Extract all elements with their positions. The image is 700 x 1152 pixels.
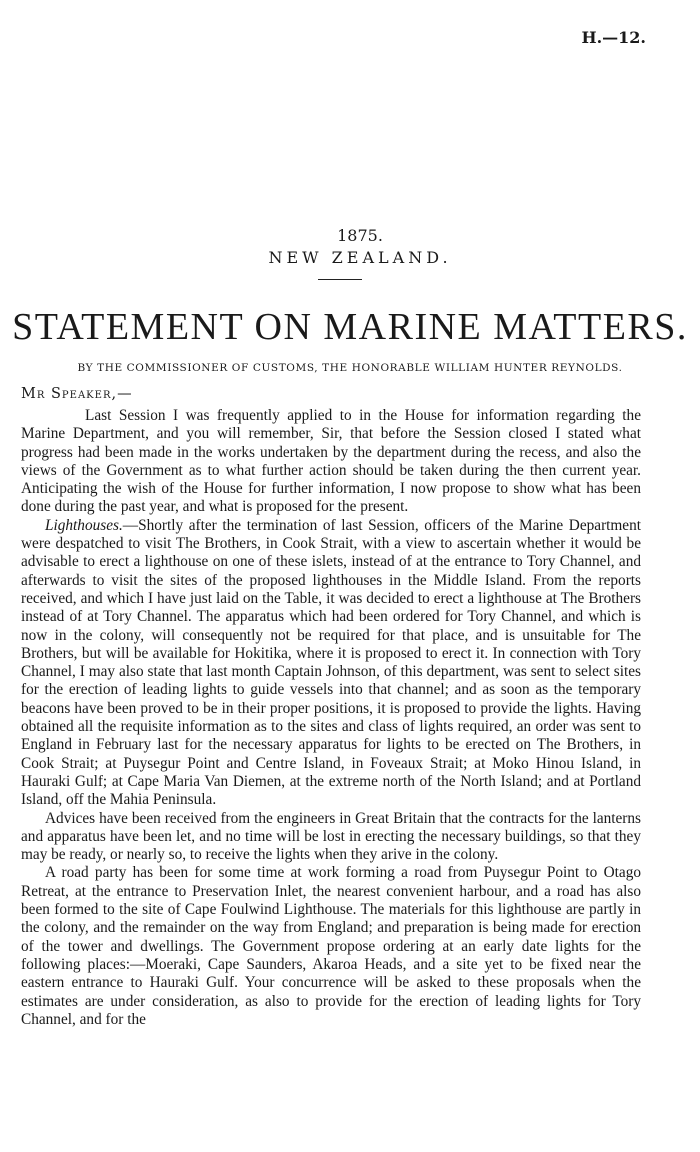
statement-body <box>21 407 641 1029</box>
paragraph-text: —Shortly after the termination of last Session, officers of the Marine Department were despatched to visit The Brothers, in Cook Strait, with a view to ascertain whether it would be advisable to erect a lighthouse on one of these islets, instead of at the entrance to Tory Channel, and afterwards to visit the sites of the proposed lighthouses in the Middle Island. From the reports received, and which I have just laid on the Table, it was decided to erect a lighthouse at The Brothers instead of at Tory Channel. The apparatus which had been ordered for Tory Channel, and which is now in the colony, will consequently not be required for that place, and is unsuitable for The Brothers, but will be available for Hokitika, where it is proposed to erect it. In connection with Tory Channel, I may also state that last month Captain Johnson, of this department, was sent to select sites for the erection of leading lights to guide vessels into that channel; and as soon as the temporary beacons have been proved to be in their proper positions, it is proposed to provide the lights. Having obtained all the requisite information as to the sites and class of lights required, an order was sent to England in February last for the necessary apparatus for lights to be erected on The Brothers, in Cook Strait; at Puysegur Point and Centre Island, in Foveaux Strait; at Moko Hinou Island, in Hauraki Gulf; at Cape Maria Van Diemen, at the extreme north of the North Island; and at Portland Island, off the Mahia Peninsula. <box>21 516 641 809</box>
country-heading: NEW ZEALAND. <box>268 248 452 267</box>
paragraph-text: Advices have been received from the engineers in Great Britain that the contracts for the lanterns and apparatus have been let, and no time will be lost in erecting the necessary buildings, so that they may be ready, or nearly so, to receive the lights when they arive in the colony. <box>21 809 641 864</box>
paragraph-lighthouses <box>21 517 641 810</box>
paragraph <box>21 407 641 517</box>
paragraph-text: A road party has been for some time at work forming a road from Puysegur Point to Otago Retreat, at the entrance to Preservation Inlet, the nearest convenient harbour, and a road has also been formed to the site of Cape Foulwind Lighthouse. The materials for this lighthouse are partly in the colony, and the remainder on the way from England; and preparation is being made for erection of the tower and dwellings. The Government propose ordering at an early date lights for the following places:—Moeraki, Cape Saunders, Akaroa Heads, and a site yet to be fixed near the eastern entrance to Hauraki Gulf. Your concurrence will be asked to these proposals when the estimates are under consideration, as also to provide for the erection of leading lights for Tory Channel, and for the <box>21 864 641 1028</box>
document-year: 1875. <box>337 226 383 245</box>
paragraph <box>21 810 641 865</box>
heading-rule <box>318 279 362 280</box>
byline: BY THE COMMISSIONER OF CUSTOMS, THE HONORABLE WILLIAM HUNTER REYNOLDS. <box>77 362 623 374</box>
salutation: Mr Speaker,— <box>21 386 133 402</box>
section-lead-lighthouses: Lighthouses. <box>45 516 123 534</box>
page-title: STATEMENT ON MARINE MATTERS. <box>12 306 688 348</box>
paragraph-text: Last Session I was frequently applied to in the House for information regarding the Marine Department, and you will remember, Sir, that before the Session closed I stated what progress had been made in the works undertaken by the department during the recess, and also the views of the Government as to what further action should be taken during the then current year. Anticipating the wish of the House for further information, I now propose to show what has been done during the past year, and what is proposed for the present. <box>21 407 641 516</box>
paragraph <box>21 864 641 1029</box>
document-reference: H.—12. <box>581 28 646 47</box>
